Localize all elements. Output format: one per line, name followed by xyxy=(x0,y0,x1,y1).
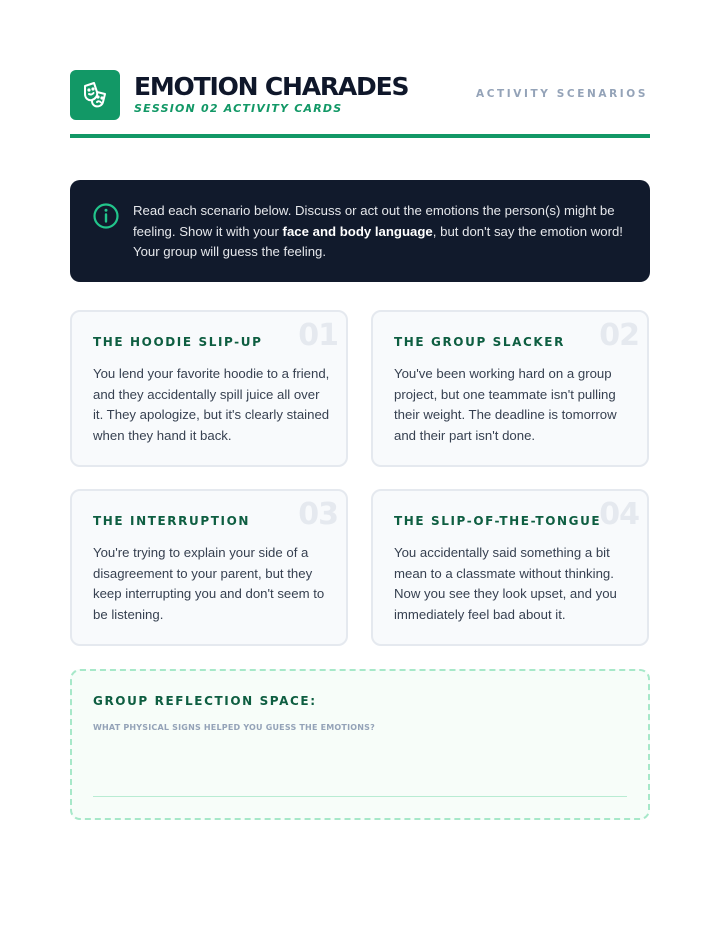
card-title: THE GROUP SLACKER xyxy=(394,335,565,349)
card-number: 04 xyxy=(599,497,639,532)
card-text: You've been working hard on a group project, but one teammate isn't pulling their weight. The deadline is tomorrow and their part isn't done. xyxy=(394,366,617,443)
card-number: 03 xyxy=(298,497,338,532)
instructions-panel xyxy=(70,180,650,282)
header-divider xyxy=(70,134,650,138)
reflection-title: GROUP REFLECTION SPACE: xyxy=(93,694,317,708)
card-text: You accidentally said something a bit mean to a classmate without thinking. Now you see they look upset, and you immediately feel bad about it. xyxy=(394,545,617,622)
instructions-emphasis: face and body language xyxy=(282,223,433,239)
card-title: THE HOODIE SLIP-UP xyxy=(93,335,263,349)
page-subtitle: SESSION 02 ACTIVITY CARDS xyxy=(134,102,343,115)
info-icon xyxy=(92,202,120,230)
page-title: EMOTION CHARADES xyxy=(134,72,409,101)
scenario-card xyxy=(70,310,348,467)
theater-masks-icon xyxy=(80,80,110,110)
page-header xyxy=(70,70,650,122)
scenario-card xyxy=(371,310,649,467)
card-number: 01 xyxy=(298,318,338,353)
reflection-prompt: WHAT PHYSICAL SIGNS HELPED YOU GUESS THE EMOTIONS? xyxy=(93,723,375,732)
logo-badge xyxy=(70,70,120,120)
instructions-text: Read each scenario below. Discuss or act out the emotions the person(s) might be feeling. Show it with your face and body language, but don't say the emotion word! Your group will guess the feeling. xyxy=(133,203,623,259)
answer-line[interactable] xyxy=(93,796,627,797)
card-title: THE INTERRUPTION xyxy=(93,514,251,528)
scenario-card xyxy=(371,489,649,646)
page-tagline: ACTIVITY SCENARIOS xyxy=(476,88,648,100)
scenario-card xyxy=(70,489,348,646)
card-text: You lend your favorite hoodie to a friend, and they accidentally spill juice all over it. They apologize, but it's clearly stained when they hand it back. xyxy=(93,366,330,443)
reflection-box[interactable] xyxy=(70,669,650,820)
card-title: THE SLIP-OF-THE-TONGUE xyxy=(394,514,602,528)
card-number: 02 xyxy=(599,318,639,353)
card-text: You're trying to explain your side of a disagreement to your parent, but they keep interrupting you and don't seem to be listening. xyxy=(93,545,325,622)
